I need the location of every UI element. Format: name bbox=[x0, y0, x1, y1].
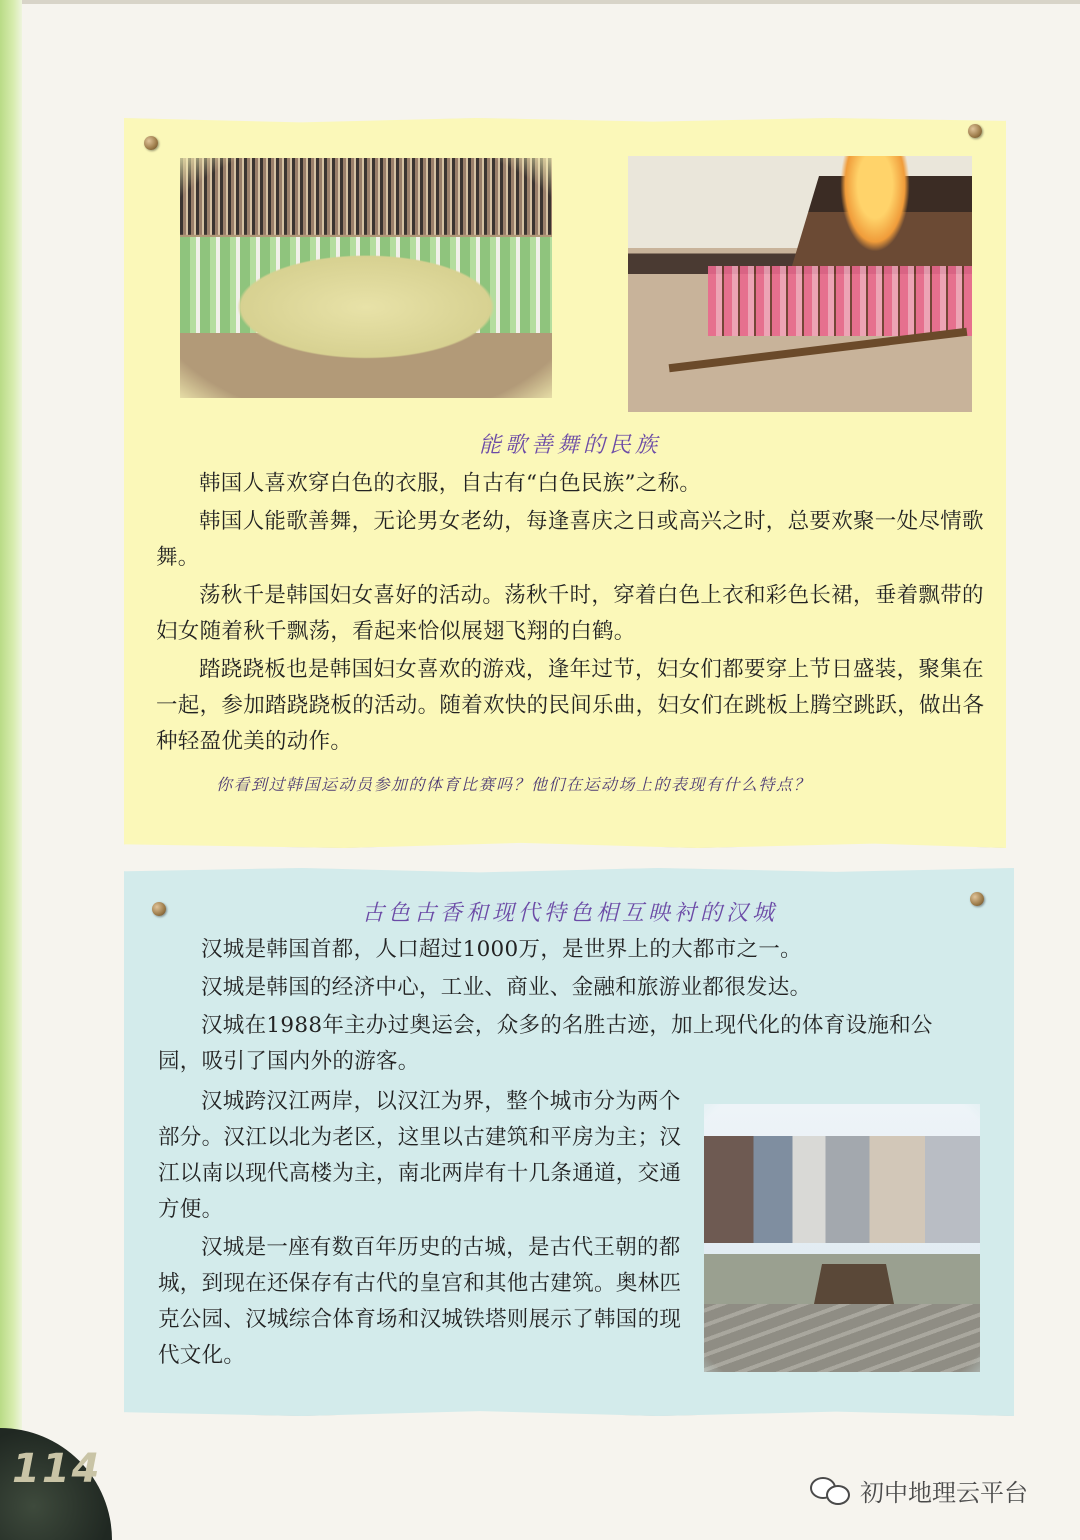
wechat-icon bbox=[810, 1475, 852, 1505]
top-border bbox=[0, 0, 1080, 4]
seoul-body-side bbox=[158, 1084, 692, 1376]
dance-paragraph: 荡秋千是韩国妇女喜好的活动。荡秋千时，穿着白色上衣和彩色长裙，垂着飘带的妇女随着秋千飘荡，看起来恰似展翅飞翔的白鹤。 bbox=[156, 583, 984, 644]
seoul-paragraph: 汉城是一座有数百年历史的古城，是古代王朝的都城，到现在还保存有古代的皇宫和其他古建筑。奥林匹克公园、汉城综合体育场和汉城铁塔则展示了韩国的现代文化。 bbox=[158, 1235, 682, 1368]
pin-icon bbox=[144, 136, 158, 150]
seoul-city-photo bbox=[704, 1104, 980, 1372]
seesaw-photo bbox=[628, 156, 972, 412]
crowd bbox=[708, 266, 972, 336]
seoul-heading: 古色古香和现代特色相互映衬的汉城 bbox=[361, 901, 778, 926]
dance-heading: 能歌善舞的民族 bbox=[478, 433, 661, 458]
city-gate bbox=[814, 1264, 894, 1304]
seoul-body bbox=[158, 932, 958, 1082]
circle-dance-photo bbox=[180, 158, 552, 398]
watermark bbox=[810, 1470, 1028, 1510]
seoul-paragraph: 汉城跨汉江两岸，以汉江为界，整个城市分为两个部分。汉江以北为老区，这里以古建筑和平房为主；汉江以南以现代高楼为主，南北两岸有十几条通道，交通方便。 bbox=[158, 1089, 682, 1222]
seoul-paragraph: 汉城是韩国的经济中心，工业、商业、金融和旅游业都很发达。 bbox=[201, 975, 812, 1000]
page-number: 114 bbox=[12, 1446, 102, 1492]
dance-body bbox=[156, 466, 992, 762]
pin-icon bbox=[152, 902, 166, 916]
left-green-strip bbox=[0, 0, 22, 1537]
jumping-woman bbox=[840, 156, 910, 252]
pin-icon bbox=[970, 892, 984, 906]
seoul-paragraph: 汉城在1988年主办过奥运会，众多的名胜古迹，加上现代化的体育设施和公园，吸引了国内外的游客。 bbox=[158, 1013, 933, 1074]
seoul-paragraph: 汉城是韩国首都，人口超过1000万，是世界上的大都市之一。 bbox=[201, 937, 802, 962]
dance-paragraph: 韩国人喜欢穿白色的衣服，自古有“白色民族”之称。 bbox=[199, 471, 702, 496]
dance-paragraph: 踏跷跷板也是韩国妇女喜欢的游戏，逢年过节，妇女们都要穿上节日盛装，聚集在一起，参加踏跷跷板的活动。随着欢快的民间乐曲，妇女们在跳板上腾空跳跃，做出各种轻盈优美的动作。 bbox=[156, 657, 985, 754]
dance-question: 你看到过韩国运动员参加的体育比赛吗？他们在运动场上的表现有什么特点？ bbox=[216, 775, 812, 794]
city-road bbox=[704, 1304, 980, 1372]
dance-paragraph: 韩国人能歌善舞，无论男女老幼，每逢喜庆之日或高兴之时，总要欢聚一处尽情歌舞。 bbox=[156, 509, 984, 570]
watermark-text: 初中地理云平台 bbox=[860, 1478, 1028, 1507]
pin-icon bbox=[968, 124, 982, 138]
